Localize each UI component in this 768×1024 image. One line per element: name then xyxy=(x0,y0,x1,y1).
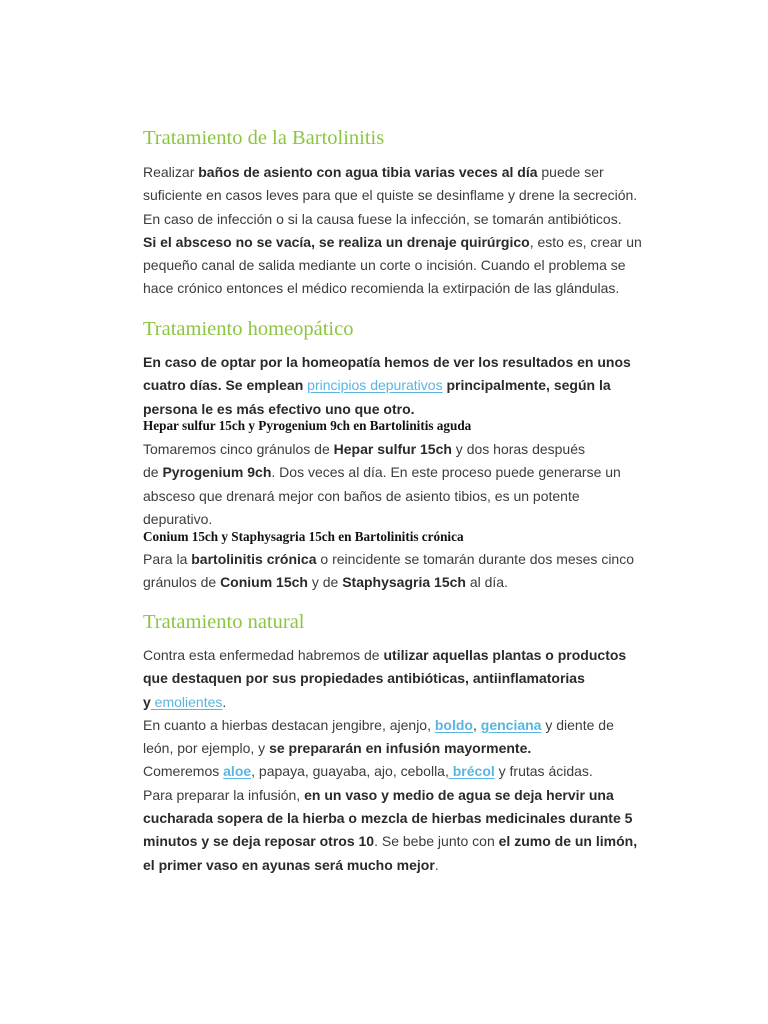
text-line: Comeremos aloe, papaya, guayaba, ajo, cebolla, brécol y frutas ácidas. xyxy=(143,763,593,780)
text-line: depurativo. xyxy=(143,510,213,527)
heading-natural-treatment: Tratamiento natural xyxy=(143,611,305,633)
link-emolientes[interactable]: emolientes xyxy=(150,693,223,710)
text-line: suficiente en casos leves para que el quiste se desinflame y drene la secreción. xyxy=(143,187,638,204)
text-line: Para la bartolinitis crónica o reincidente se tomarán durante dos meses cinco xyxy=(143,551,635,567)
paragraph-chronic-treatment xyxy=(143,548,668,595)
subheading-acute-bartolinitis: Hepar sulfur 15ch y Pyrogenium 9ch en Bartolinitis aguda xyxy=(143,418,472,433)
text-line: el primer vaso en ayunas será mucho mejor. xyxy=(143,856,439,873)
link-brecol[interactable]: brécol xyxy=(448,763,495,780)
text-line: cucharada sopera de la hierba o mezcla de hierbas medicinales durante 5 xyxy=(143,810,633,827)
link-aloe[interactable]: aloe xyxy=(223,763,252,780)
link-genciana[interactable]: genciana xyxy=(480,716,542,733)
text-line: minutos y se deja reposar otros 10. Se bebe junto con el zumo de un limón, xyxy=(143,833,638,850)
link-principios-depurativos[interactable]: principios depurativos xyxy=(307,377,443,394)
paragraph-homeopathy-intro xyxy=(143,351,668,421)
text-line: Realizar baños de asiento con agua tibia varias veces al día puede ser xyxy=(143,164,604,180)
paragraph-acute-treatment xyxy=(143,438,668,531)
text-line: Contra esta enfermedad habremos de utilizar aquellas plantas o productos xyxy=(143,647,627,663)
text-line: En cuanto a hierbas destacan jengibre, ajenjo, boldo, genciana y diente de xyxy=(143,716,614,733)
paragraph-bartolinitis-treatment xyxy=(143,161,668,301)
text-line: gránulos de Conium 15ch y de Staphysagria 15ch al día. xyxy=(143,574,508,591)
text-line: Si el absceso no se vacía, se realiza un drenaje quirúrgico, esto es, crear un xyxy=(143,233,642,250)
text-line: que destaquen por sus propiedades antibióticas, antiinflamatorias xyxy=(143,670,585,687)
text-line: En caso de infección o si la causa fuese la infección, se tomarán antibióticos. xyxy=(143,210,622,227)
subheading-chronic-bartolinitis: Conium 15ch y Staphysagria 15ch en Bartolinitis crónica xyxy=(143,529,464,544)
text-line: Tomaremos cinco gránulos de Hepar sulfur 15ch y dos horas después xyxy=(143,441,586,457)
heading-bartolinitis-treatment: Tratamiento de la Bartolinitis xyxy=(143,127,385,149)
text-line: hace crónico entonces el médico recomienda la extirpación de las glándulas. xyxy=(143,280,620,297)
paragraph-natural-treatment xyxy=(143,644,668,877)
heading-homeopathic-treatment: Tratamiento homeopático xyxy=(143,318,354,340)
text-line: cuatro días. Se emplean principios depurativos principalmente, según la xyxy=(143,377,611,394)
text-line: persona le es más efectivo uno que otro. xyxy=(143,400,415,417)
text-line: Para preparar la infusión, en un vaso y medio de agua se deja hervir una xyxy=(143,786,614,803)
text-line: pequeño canal de salida mediante un corte o incisión. Cuando el problema se xyxy=(143,257,626,274)
text-line: de Pyrogenium 9ch. Dos veces al día. En este proceso puede generarse un xyxy=(143,464,621,481)
text-line: león, por ejemplo, y se prepararán en infusión mayormente. xyxy=(143,740,532,757)
text-line: y emolientes. xyxy=(143,693,227,710)
text-line: absceso que drenará mejor con baños de asiento tibios, es un potente xyxy=(143,487,580,504)
text-line: En caso de optar por la homeopatía hemos de ver los resultados en unos xyxy=(143,354,631,370)
link-boldo[interactable]: boldo xyxy=(434,716,473,733)
